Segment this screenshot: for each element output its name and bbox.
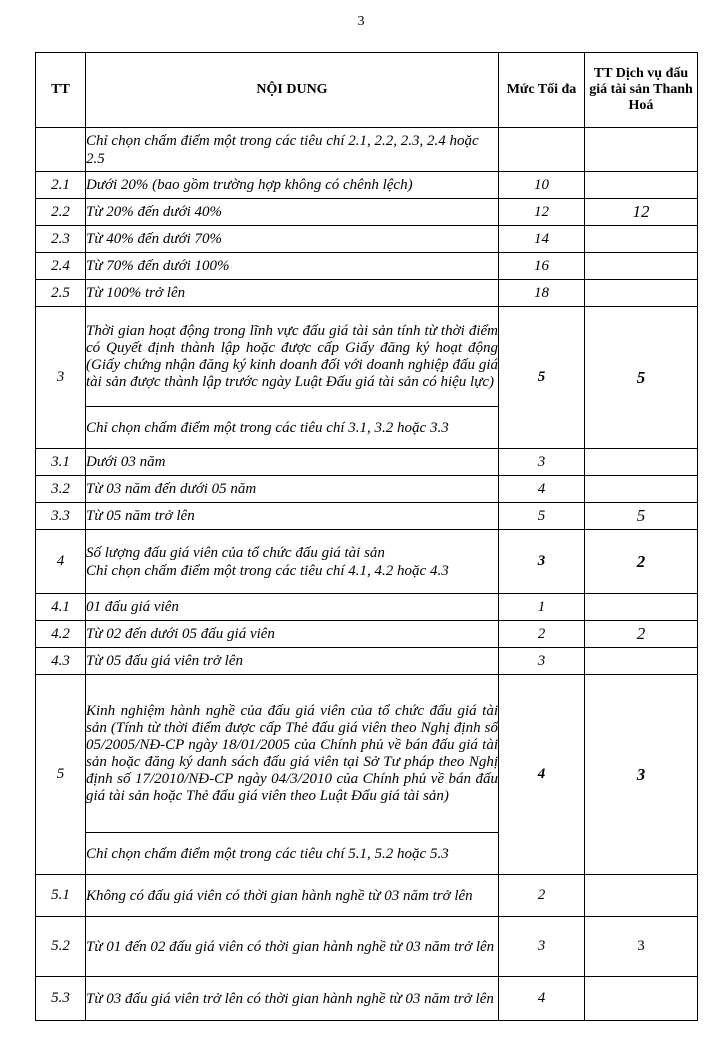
row-result	[585, 253, 698, 280]
table-row	[36, 977, 698, 1021]
row-content: Thời gian hoạt động trong lĩnh vực đấu giá tài sản tính từ thời điểm có Quyết định thành lập hoặc được cấp Giấy đăng ký hoạt động (Giấy chứng nhận đăng ký kinh doanh đối với doanh nghiệp đấu giá tài sản được thành lập trước ngày Luật Đấu giá tài sản có hiệu lực)	[86, 307, 499, 407]
row-content: Kinh nghiệm hành nghề của đấu giá viên của tổ chức đấu giá tài sản (Tính từ thời điểm được cấp Thẻ đấu giá viên theo Nghị định số 05/2005/NĐ-CP ngày 18/01/2005 của Chính phủ về bán đấu giá tài sản hoặc đăng ký danh sách đấu giá viên tại Sở Tư pháp theo Nghị định số 17/2010/NĐ-CP ngày 04/3/2010 của Chính phủ về bán đấu giá tài sản hoặc Thẻ đấu giá viên theo Luật Đấu giá tài sản)	[86, 675, 499, 833]
table-row	[36, 199, 698, 226]
table-row	[36, 307, 698, 407]
table-row	[36, 172, 698, 199]
row-tt: 3.1	[36, 449, 86, 476]
row-content: Từ 20% đến dưới 40%	[86, 199, 499, 226]
row-content: Từ 70% đến dưới 100%	[86, 253, 499, 280]
row-max: 5	[499, 307, 585, 449]
row-tt: 3	[36, 307, 86, 449]
row-tt: 5.1	[36, 875, 86, 917]
row-tt: 2.5	[36, 280, 86, 307]
row-tt: 4.3	[36, 648, 86, 675]
row-result: 5	[585, 503, 698, 530]
row-max	[499, 128, 585, 172]
row-result	[585, 594, 698, 621]
row-result	[585, 128, 698, 172]
row-max: 4	[499, 977, 585, 1021]
row-max: 4	[499, 476, 585, 503]
header-result: TT Dịch vụ đấu giá tài sản Thanh Hoá	[585, 53, 698, 128]
row-max: 2	[499, 875, 585, 917]
row-result: 12	[585, 199, 698, 226]
row-content-title: Số lượng đấu giá viên của tổ chức đấu giá tài sản	[86, 544, 385, 561]
table-row	[36, 128, 698, 172]
row-tt: 4	[36, 530, 86, 594]
row-result	[585, 226, 698, 253]
row-result: 3	[585, 917, 698, 977]
table-row	[36, 226, 698, 253]
row-content: Từ 01 đến 02 đấu giá viên có thời gian hành nghề từ 03 năm trở lên	[86, 917, 499, 977]
row-content: Không có đấu giá viên có thời gian hành nghề từ 03 năm trở lên	[86, 875, 499, 917]
header-content: NỘI DUNG	[86, 53, 499, 128]
row-tt: 4.2	[36, 621, 86, 648]
row-tt: 3.2	[36, 476, 86, 503]
row-content: Dưới 20% (bao gồm trường hợp không có chênh lệch)	[86, 172, 499, 199]
row-max: 10	[499, 172, 585, 199]
scoring-table	[35, 52, 698, 1021]
table-row	[36, 675, 698, 833]
row-max: 3	[499, 917, 585, 977]
row-content: Từ 03 năm đến dưới 05 năm	[86, 476, 499, 503]
table-row	[36, 875, 698, 917]
row-tt: 2.1	[36, 172, 86, 199]
row-max: 3	[499, 648, 585, 675]
row-result	[585, 977, 698, 1021]
row-result	[585, 875, 698, 917]
row-result: 3	[585, 675, 698, 875]
row-content-note: Chỉ chọn chấm điểm một trong các tiêu chí 3.1, 3.2 hoặc 3.3	[86, 407, 499, 449]
table-row	[36, 530, 698, 594]
table-row	[36, 503, 698, 530]
table-header-row	[36, 53, 698, 128]
row-result: 5	[585, 307, 698, 449]
row-tt	[36, 128, 86, 172]
row-result	[585, 476, 698, 503]
table-row	[36, 917, 698, 977]
table-row	[36, 648, 698, 675]
row-max: 3	[499, 449, 585, 476]
row-content: Từ 05 năm trở lên	[86, 503, 499, 530]
row-content-note: Chỉ chọn chấm điểm một trong các tiêu chí 4.1, 4.2 hoặc 4.3	[86, 562, 449, 579]
table-row	[36, 280, 698, 307]
row-tt: 2.4	[36, 253, 86, 280]
row-tt: 2.3	[36, 226, 86, 253]
page-number: 3	[357, 14, 365, 29]
row-tt: 3.3	[36, 503, 86, 530]
row-max: 12	[499, 199, 585, 226]
header-max: Mức Tối đa	[499, 53, 585, 128]
row-result: 2	[585, 530, 698, 594]
row-tt: 5.2	[36, 917, 86, 977]
row-max: 5	[499, 503, 585, 530]
table-row	[36, 594, 698, 621]
row-content: Từ 100% trở lên	[86, 280, 499, 307]
row-max: 14	[499, 226, 585, 253]
table-row	[36, 621, 698, 648]
row-max: 16	[499, 253, 585, 280]
row-max: 4	[499, 675, 585, 875]
row-max: 18	[499, 280, 585, 307]
row-result: 2	[585, 621, 698, 648]
table-row	[36, 476, 698, 503]
table-row	[36, 449, 698, 476]
row-content: Từ 40% đến dưới 70%	[86, 226, 499, 253]
row-max: 1	[499, 594, 585, 621]
row-max: 3	[499, 530, 585, 594]
row-content: 01 đấu giá viên	[86, 594, 499, 621]
row-content: Từ 05 đấu giá viên trở lên	[86, 648, 499, 675]
row-tt: 2.2	[36, 199, 86, 226]
row-result	[585, 280, 698, 307]
row-content: Từ 02 đến dưới 05 đấu giá viên	[86, 621, 499, 648]
row-content: Chỉ chọn chấm điểm một trong các tiêu chí 2.1, 2.2, 2.3, 2.4 hoặc 2.5	[86, 128, 499, 172]
row-result	[585, 172, 698, 199]
row-content: Từ 03 đấu giá viên trở lên có thời gian hành nghề từ 03 năm trở lên	[86, 977, 499, 1021]
row-result	[585, 648, 698, 675]
row-tt: 5	[36, 675, 86, 875]
row-content: Dưới 03 năm	[86, 449, 499, 476]
row-content	[86, 530, 499, 594]
table-row	[36, 253, 698, 280]
row-max: 2	[499, 621, 585, 648]
row-tt: 4.1	[36, 594, 86, 621]
row-content-note: Chỉ chọn chấm điểm một trong các tiêu chí 5.1, 5.2 hoặc 5.3	[86, 833, 499, 875]
row-result	[585, 449, 698, 476]
row-tt: 5.3	[36, 977, 86, 1021]
header-tt: TT	[36, 53, 86, 128]
